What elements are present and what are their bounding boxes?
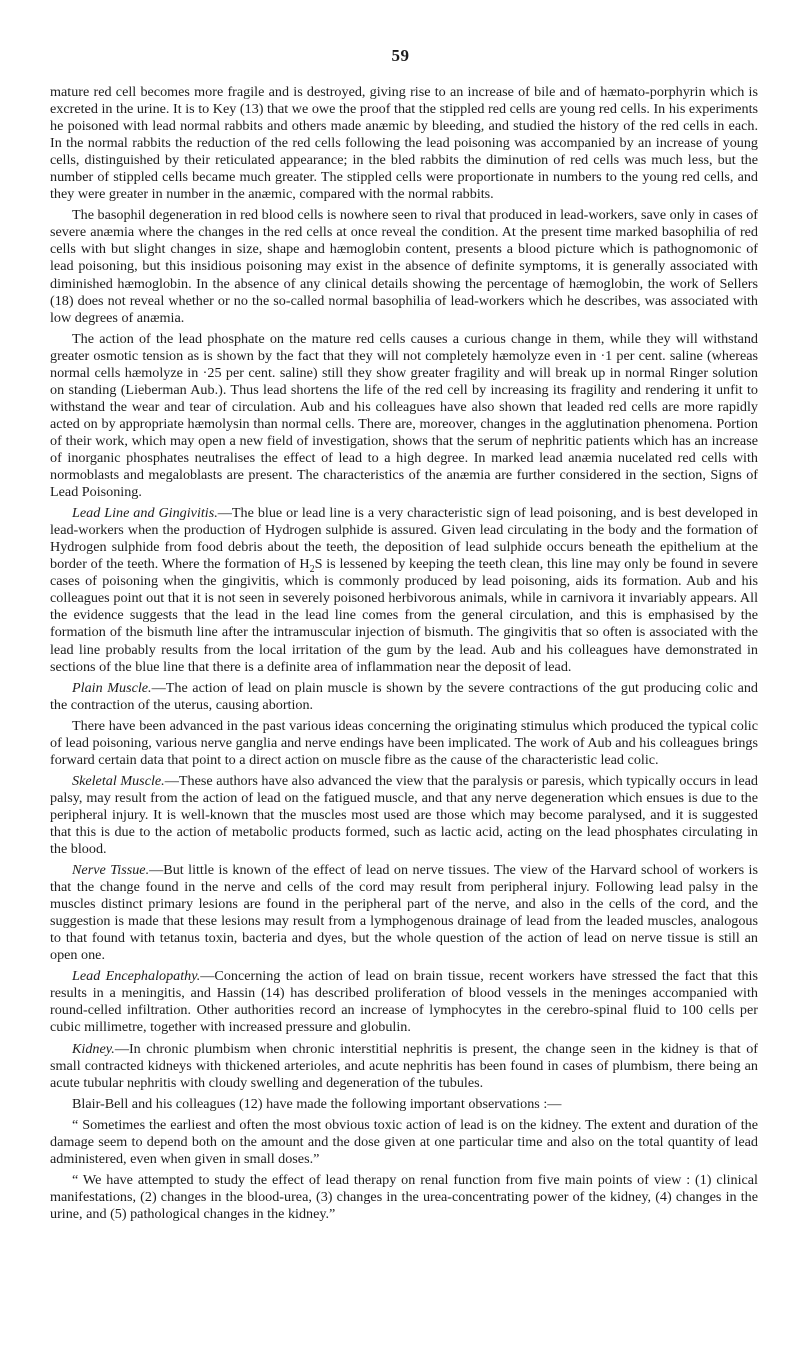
paragraph-text: “ Sometimes the earliest and often the most obvious toxic action of lead is on the kidney. The extent and duration of the damage seem to depend both on the amount and the dose given at one particular time and also on the total quantity of lead administered, even when given in small doses.” [50,1116,758,1167]
paragraph-text: mature red cell becomes more fragile and is destroyed, giving rise to an increase of bile and of hæmato-porphyrin which is excreted in the urine. It is to Key (13) that we owe the proof that the stippled red cells are young red cells. In his experiments he poisoned with lead normal rabbits and others made anæmic by bleeding, and studied the history of the red cells in each. In the normal rabbits the reduction of the red cells following the lead poisoning was accompanied by an increase of young cells, distinguished by their reticulated appearance; in the bled rabbits the diminution of red cells was much less, but the number of stippled cells became much greater. The stippled cells were proportionate in numbers to the young red cells, and they were greater in number in the anæmic, compared with the normal rabbits. [50,84,758,203]
section-heading: Lead Encephalopathy. [72,968,201,985]
body-text [50,84,758,1227]
paragraph-text: S is lessened by keeping the teeth clean, this line may only be found in severe cases of poisoning when the gingivitis, which is commonly produced by lead poisoning, aids its formation. Aub and his colleagues point out that it is not seen in severely poisoned herbivorous animals, while in carnivora it invariably appears. All the evidence suggests that the lead in the lead line comes from the general circulation, and this is emphasised by the formation of the bismuth line after the intramuscular injection of bismuth. The gingivitis that so often is associated with the lead line probably results from the local irritation of the gum by the lead. Aub and his colleagues have demonstrated in sections of the blue line that there is a definite area of inflammation near the deposit of lead. [50,556,758,675]
paragraph [50,505,758,675]
paragraph-text: —But little is known of the effect of lead on nerve tissues. The view of the Harvard school of workers is that the change found in the nerve and cells of the cord may result from peripheral injury. Following lead palsy in the muscles distinct primary lesions are found in the peripheral part of the nerve, and also in the cells of the cord, and the suggestion is made that these lesions may result from a lymphogenous drainage of lead from the leaded muscles, analogous to that found with tetanus toxin, bacteria and dyes, but the whole question of the action of lead on nerve tissue is still an open one. [50,862,758,964]
section-heading: Plain Muscle. [72,679,152,696]
paragraph [50,84,758,203]
paragraph-text: There have been advanced in the past various ideas concerning the originating stimulus which produced the typical colic of lead poisoning, various nerve ganglia and nerve endings have been implicated. The work of Aub and his colleagues brings forward certain data that point to a direct action on muscle fibre as the cause of the characteristic lead colic. [50,717,758,768]
paragraph-text: Blair-Bell and his colleagues (12) have made the following important observations :— [72,1095,562,1112]
paragraph [50,773,758,858]
section-heading: Kidney. [72,1040,115,1057]
paragraph-text: —These authors have also advanced the view that the paralysis or paresis, which typically occurs in lead palsy, may result from the action of lead on the fatigued muscle, and that any nerve degeneration which ensues is due to the peripheral injury. It is well-known that the muscles most used are those which may become paralysed, and it is suggested that this is due to the action of metabolic products formed, such as lactic acid, acting on the lead phosphates circulating in the blood. [50,772,758,858]
paragraph [50,968,758,1036]
quotation [50,1172,758,1223]
paragraph-text: —The action of lead on plain muscle is shown by the severe contractions of the gut producing colic and the contraction of the uterus, causing abortion. [50,679,758,713]
paragraph [50,862,758,964]
section-heading: Lead Line and Gingivitis. [72,505,218,522]
paragraph-text: The action of the lead phosphate on the mature red cells causes a curious change in them, while they will withstand greater osmotic tension as is shown by the fact that they will not completely hæmolyze even in ·1 per cent. saline (whereas normal cells hæmolyze in ·25 per cent. saline) still they show greater fragility and will break up in normal Ringer solution on standing (Lieberman Aub.). Thus lead shortens the life of the red cell by increasing its fragility and rendering it unfit to withstand the wear and tear of circulation. Aub and his colleagues have also shown that leaded red cells are more rapidly acted on by appropriate hæmolysin than normal cells. There are, moreover, changes in the agglutination phenomena. Portion of their work, which may open a new field of investigation, shows that the serum of nephritic patients which has an increase of inorganic phosphates neutralises the effect of lead to a high degree. In marked lead anæmia nucelated red cells with normoblasts and megaloblasts are present. The characteristics of the anæmia are further considered in the section, Signs of Lead Poisoning. [50,330,758,501]
paragraph-text: —Concerning the action of lead on brain tissue, recent workers have stressed the fact that this results in a meningitis, and Hassin (14) has described proliferation of blood vessels in the meninges accompanied with round-celled infiltration. Other authorities record an increase of lymphocytes in the cerebro-spinal fluid to 100 cells per cubic millimetre, together with increased pressure and globulin. [50,968,758,1036]
paragraph-text: The basophil degeneration in red blood cells is nowhere seen to rival that produced in lead-workers, save only in cases of severe anæmia where the changes in the red cells at once reveal the condition. At the present time marked basophilia of red cells with but slight changes in size, shape and hæmoglobin content, presents a blood picture which is pathognomonic of lead poisoning, but this insidious poisoning may exist in the absence of definite symptoms, it is generally associated with diminished hæmoglobin. In the absence of any clinical details showing the percentage of hæmoglobin, the work of Sellers (18) does not reveal whether or no the so-called normal basophilia of lead-workers which he describes, was associated with low degrees of anæmia. [50,207,759,326]
paragraph [50,331,758,501]
paragraph [50,718,758,769]
page-number: 59 [391,46,410,65]
quotation [50,1117,758,1168]
section-heading: Nerve Tissue. [72,862,150,879]
paragraph [50,207,758,326]
section-heading: Skeletal Muscle. [72,772,165,789]
paragraph [50,1041,758,1092]
paragraph-text: —In chronic plumbism when chronic interstitial nephritis is present, the change seen in the kidney is that of small contracted kidneys with thickened arterioles, and acute nephritis has been found in cases of plumbism, there being an acute tubular nephritis with cloudy swelling and degeneration of the tubules. [50,1040,758,1091]
subscript: 2 [309,564,315,576]
paragraph [50,1096,758,1113]
paragraph [50,680,758,714]
paragraph-text: “ We have attempted to study the effect of lead therapy on renal function from five main points of view : (1) clinical manifestations, (2) changes in the blood-urea, (3) changes in the urea-concentrating power of the kidney, (4) changes in the urine, and (5) pathological changes in the kidney.” [50,1171,758,1222]
paragraph-text: —The blue or lead line is a very characteristic sign of lead poisoning, and is best developed in lead-workers when the production of Hydrogen sulphide is assured. Given lead circulating in the body and the formation of Hydrogen sulphide from food debris about the teeth, the deposition of lead sulphide occurs beneath the epithelium at the border of the teeth. Where the formation of H [50,505,758,573]
